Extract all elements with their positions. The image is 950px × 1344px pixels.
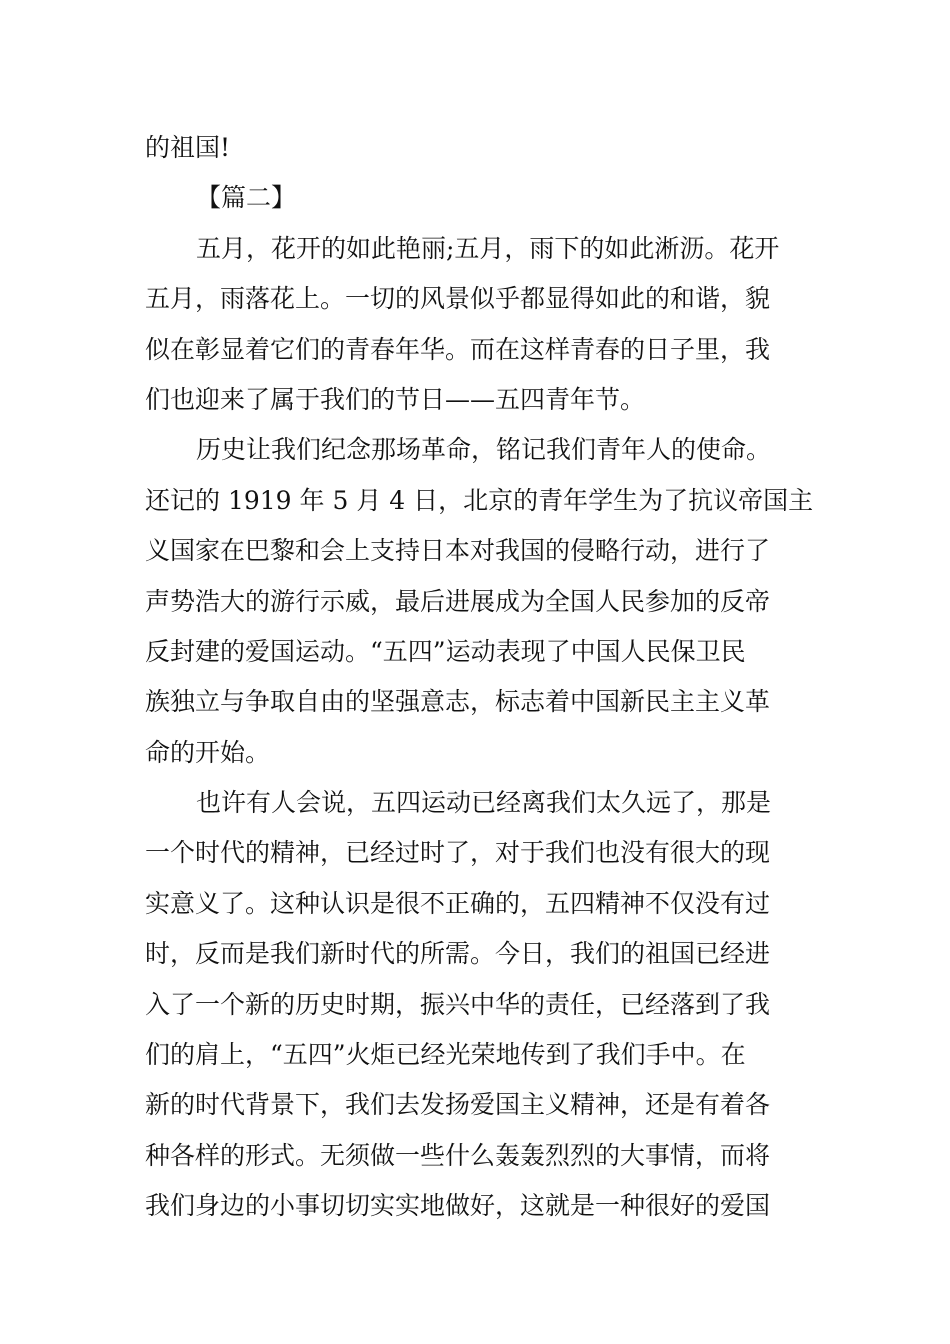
text-line: 声势浩大的游行示威，最后进展成为全国人民参加的反帝 — [145, 586, 771, 616]
text-line: 们也迎来了属于我们的节日——五四青年节。 — [145, 384, 646, 414]
paragraph-first-line: 历史让我们纪念那场革命，铭记我们青年人的使命。 — [196, 435, 772, 465]
paragraph-first-line: 也许有人会说，五四运动已经离我们太久远了，那是 — [196, 788, 772, 818]
text-line: 时，反而是我们新时代的所需。今日，我们的祖国已经进 — [145, 939, 771, 969]
text-line: 族独立与争取自由的坚强意志，标志着中国新民主主义革 — [145, 687, 771, 717]
paragraph-first-line: 五月，花开的如此艳丽;五月，雨下的如此淅沥。花开 — [196, 233, 780, 263]
section-heading: 【篇二】 — [196, 183, 297, 213]
text-line: 命的开始。 — [145, 737, 271, 767]
text-line: 一个时代的精神，已经过时了，对于我们也没有很大的现 — [145, 838, 771, 868]
text-line: 义国家在巴黎和会上支持日本对我国的侵略行动，进行了 — [145, 536, 771, 566]
text-line: 们的肩上，“五四”火炬已经光荣地传到了我们手中。在 — [145, 1040, 746, 1070]
text-line: 反封建的爱国运动。“五四”运动表现了中国人民保卫民 — [145, 636, 746, 666]
text-line: 五月，雨落花上。一切的风景似乎都显得如此的和谐，貌 — [145, 284, 771, 314]
text-line: 我们身边的小事切切实实地做好，这就是一种很好的爱国 — [145, 1191, 771, 1221]
text-line: 种各样的形式。无须做一些什么轰轰烈烈的大事情，而将 — [145, 1140, 771, 1170]
text-line: 的祖国! — [145, 133, 231, 162]
document-body — [145, 123, 814, 1232]
text-line: 入了一个新的历史时期，振兴中华的责任，已经落到了我 — [145, 989, 771, 1019]
text-line: 新的时代背景下，我们去发扬爱国主义精神，还是有着各 — [145, 1090, 771, 1120]
text-line: 似在彰显着它们的青春年华。而在这样青春的日子里，我 — [145, 334, 771, 364]
text-line: 还记的 1919 年 5 月 4 日，北京的青年学生为了抗议帝国主 — [145, 485, 814, 515]
text-line: 实意义了。这种认识是很不正确的，五四精神不仅没有过 — [145, 888, 771, 918]
